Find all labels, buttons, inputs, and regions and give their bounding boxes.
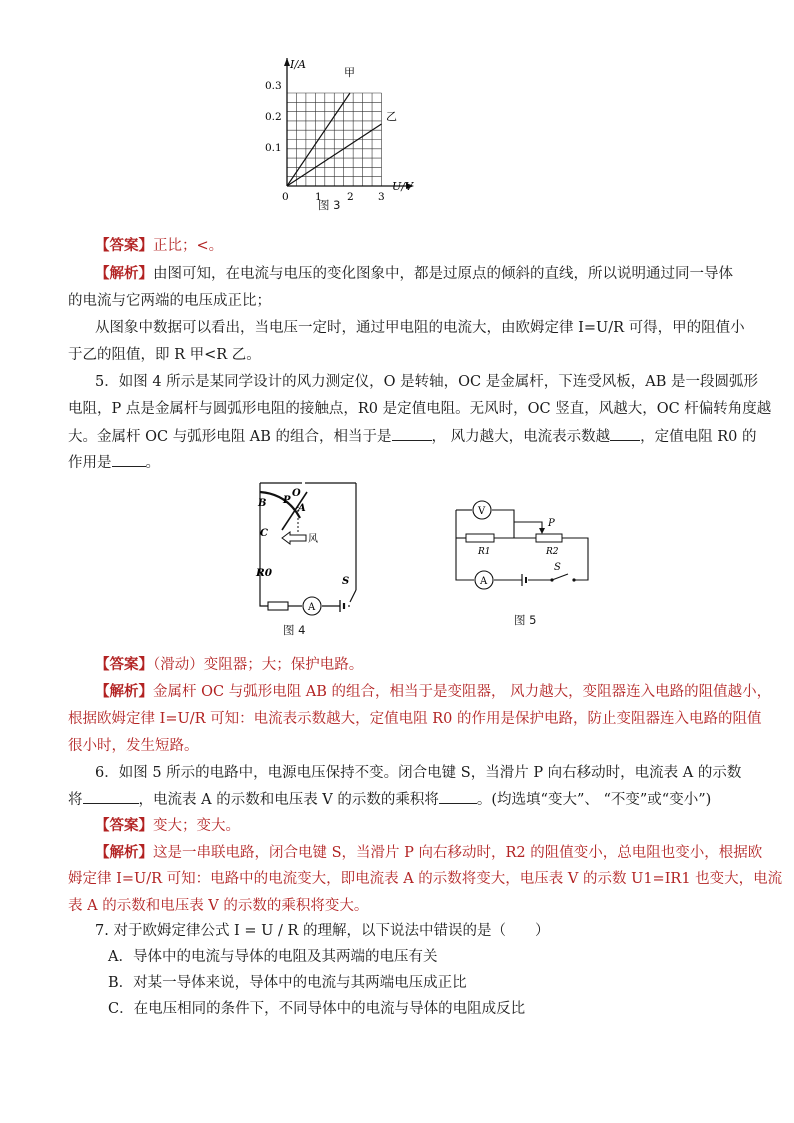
q6-answer: 变大；变大。: [153, 818, 240, 834]
q6-stem-text-2a: 将: [68, 792, 83, 808]
y-tick-0.2: 0.2: [265, 111, 282, 123]
q6-analysis-line-2: 姆定律 I=U/R 可知：电路中的电流变大，即电流表 A 的示数将变大，电压表 V 的示数 U1=IR1 也变大，电流: [68, 871, 783, 887]
q5-stem-text-3a: 大。金属杆 OC 与弧形电阻 AB 的组合，相当于是: [68, 429, 392, 445]
q4-analysis-line-2: 的电流与它两端的电压成正比；: [68, 293, 271, 309]
q6-stem-line-1: 6．如图 5 所示的电路中，电源电压保持不变。闭合电键 S，当滑片 P 向右移动时，电流表 A 的示数: [95, 765, 742, 781]
figure-5-diagram: [452, 498, 598, 590]
q4-analysis-line-3: 从图象中数据可以看出，当电压一定时，通过甲电阻的电流大，由欧姆定律 I=U/R 可得，甲的阻值小: [95, 320, 745, 336]
q5-blank-2: [610, 426, 640, 441]
analysis-tag: 【解析】: [95, 844, 153, 861]
resistor-r1: [466, 534, 494, 542]
q7-option-a[interactable]: A．导体中的电流与导体的电阻及其两端的电压有关: [108, 949, 438, 965]
q6-stem-text-2b: ，电流表 A 的示数和电压表 V 的示数的乘积将: [138, 792, 439, 808]
y-tick-0.3: 0.3: [265, 80, 282, 92]
label-wind: 风: [308, 534, 318, 545]
ammeter-label: A: [480, 576, 488, 587]
resistor-r0: [268, 602, 288, 610]
q5-answer-line: [95, 655, 735, 675]
voltmeter-label: V: [478, 506, 486, 517]
series-label-yi: 乙: [386, 110, 397, 123]
q5-analysis-line-1: [95, 682, 772, 702]
figure-3-graph: [262, 58, 432, 208]
figure-5-caption: 图 5: [514, 613, 537, 627]
q4-analysis-line-4: 于乙的阻值，即 R 甲<R 乙。: [68, 347, 261, 363]
q4-analysis-line-1: [95, 264, 735, 284]
label-p: P: [283, 495, 291, 506]
label-r1: R1: [478, 547, 491, 557]
q5-stem-text-4a: 作用是: [68, 455, 112, 471]
q5-blank-1: [392, 426, 432, 441]
ammeter-label: A: [308, 602, 316, 613]
series-label-jia: 甲: [344, 66, 355, 79]
answer-tag: 【答案】: [95, 237, 153, 254]
q5-blank-3: [112, 452, 146, 467]
wind-arrow-icon: [282, 532, 306, 544]
q6-blank-1: [83, 789, 139, 804]
answer-tag: 【答案】: [95, 656, 153, 673]
rheostat-r2: [536, 534, 562, 542]
label-c: C: [260, 528, 268, 539]
q5-stem-text-3b: ， 风力越大，电流表示数越: [431, 429, 611, 445]
x-tick-3: 3: [378, 191, 385, 203]
analysis-tag: 【解析】: [95, 265, 153, 282]
y-axis-label: I/A: [290, 58, 306, 71]
q6-analysis-text-1: 这是一串联电路，闭合电键 S，当滑片 P 向右移动时，R2 的阻值变小，总电阻也变小，根据欧: [153, 845, 763, 861]
q6-stem-text-2c: 。(均选填“变大”、 “不变”或“变小”): [476, 792, 712, 808]
circuit-wires: [456, 510, 588, 580]
q5-answer: （滑动）变阻器；大；保护电路。: [153, 657, 364, 673]
graph-grid: [287, 93, 382, 186]
q7-stem: 7. 对于欧姆定律公式 I = U / R 的理解，以下说法中错误的是（ ）: [95, 923, 550, 939]
label-a: A: [298, 503, 306, 514]
q7-option-c[interactable]: C．在电压相同的条件下，不同导体中的电流与导体的电阻成反比: [108, 1001, 526, 1017]
x-tick-1: 1: [315, 191, 322, 203]
q4-answer: 正比；<。: [153, 238, 224, 254]
figure-4-diagram: [232, 478, 362, 618]
label-s: S: [554, 562, 561, 573]
q5-stem-line-3: [68, 426, 757, 447]
q5-stem-text-3c: ，定值电阻 R0 的: [640, 429, 757, 445]
label-s: S: [342, 576, 350, 587]
label-b: B: [258, 498, 267, 509]
q5-analysis-line-3: 很小时，发生短路。: [68, 738, 199, 754]
q6-stem-line-2: [68, 789, 712, 810]
q5-analysis-line-2: 根据欧姆定律 I=U/R 可知：电流表示数越大，定值电阻 R0 的作用是保护电路，防止变阻器连入电路的阻值: [68, 711, 762, 727]
slider-arrow-icon: [539, 528, 545, 534]
q5-stem-line-2: 电阻，P 点是金属杆与圆弧形电阻的接触点，R0 是定值电阻。无风时，OC 竖直，风越大，OC 杆偏转角度越: [68, 401, 772, 417]
q5-stem-line-4: [68, 452, 708, 473]
q6-answer-line: [95, 816, 735, 836]
q4-analysis-text-1: 由图可知，在电流与电压的变化图象中，都是过原点的倾斜的直线，所以说明通过同一导体: [153, 266, 733, 282]
figure-3-caption: 图 3: [318, 198, 341, 212]
x-tick-2: 2: [347, 191, 354, 203]
q6-analysis-line-1: [95, 843, 763, 863]
label-r2: R2: [546, 547, 559, 557]
label-r0: R0: [256, 567, 273, 579]
q6-blank-2: [439, 789, 477, 804]
switch-contact-right: [572, 578, 575, 581]
x-axis-label: U/V: [392, 180, 413, 193]
analysis-tag: 【解析】: [95, 683, 153, 700]
label-p: P: [548, 518, 555, 529]
figure-4-caption: 图 4: [283, 623, 306, 637]
q4-answer-line: [95, 236, 735, 256]
q6-analysis-line-3: 表 A 的示数和电压表 V 的示数的乘积将变大。: [68, 898, 369, 914]
q5-stem-text-4b: 。: [145, 455, 160, 471]
answer-tag: 【答案】: [95, 817, 153, 834]
q7-option-b[interactable]: B．对某一导体来说，导体中的电流与其两端电压成正比: [108, 975, 467, 991]
label-o: O: [292, 488, 301, 499]
y-tick-0.1: 0.1: [265, 142, 282, 154]
q5-stem-line-1: 5．如图 4 所示是某同学设计的风力测定仪，O 是转轴，OC 是金属杆，下连受风板，AB 是一段圆弧形: [95, 374, 758, 390]
switch-blade: [552, 574, 568, 580]
x-tick-0: 0: [282, 191, 289, 203]
q5-analysis-text-1: 金属杆 OC 与弧形电阻 AB 的组合，相当于是变阻器， 风力越大，变阻器连入电路的阻值越小，: [153, 684, 772, 700]
